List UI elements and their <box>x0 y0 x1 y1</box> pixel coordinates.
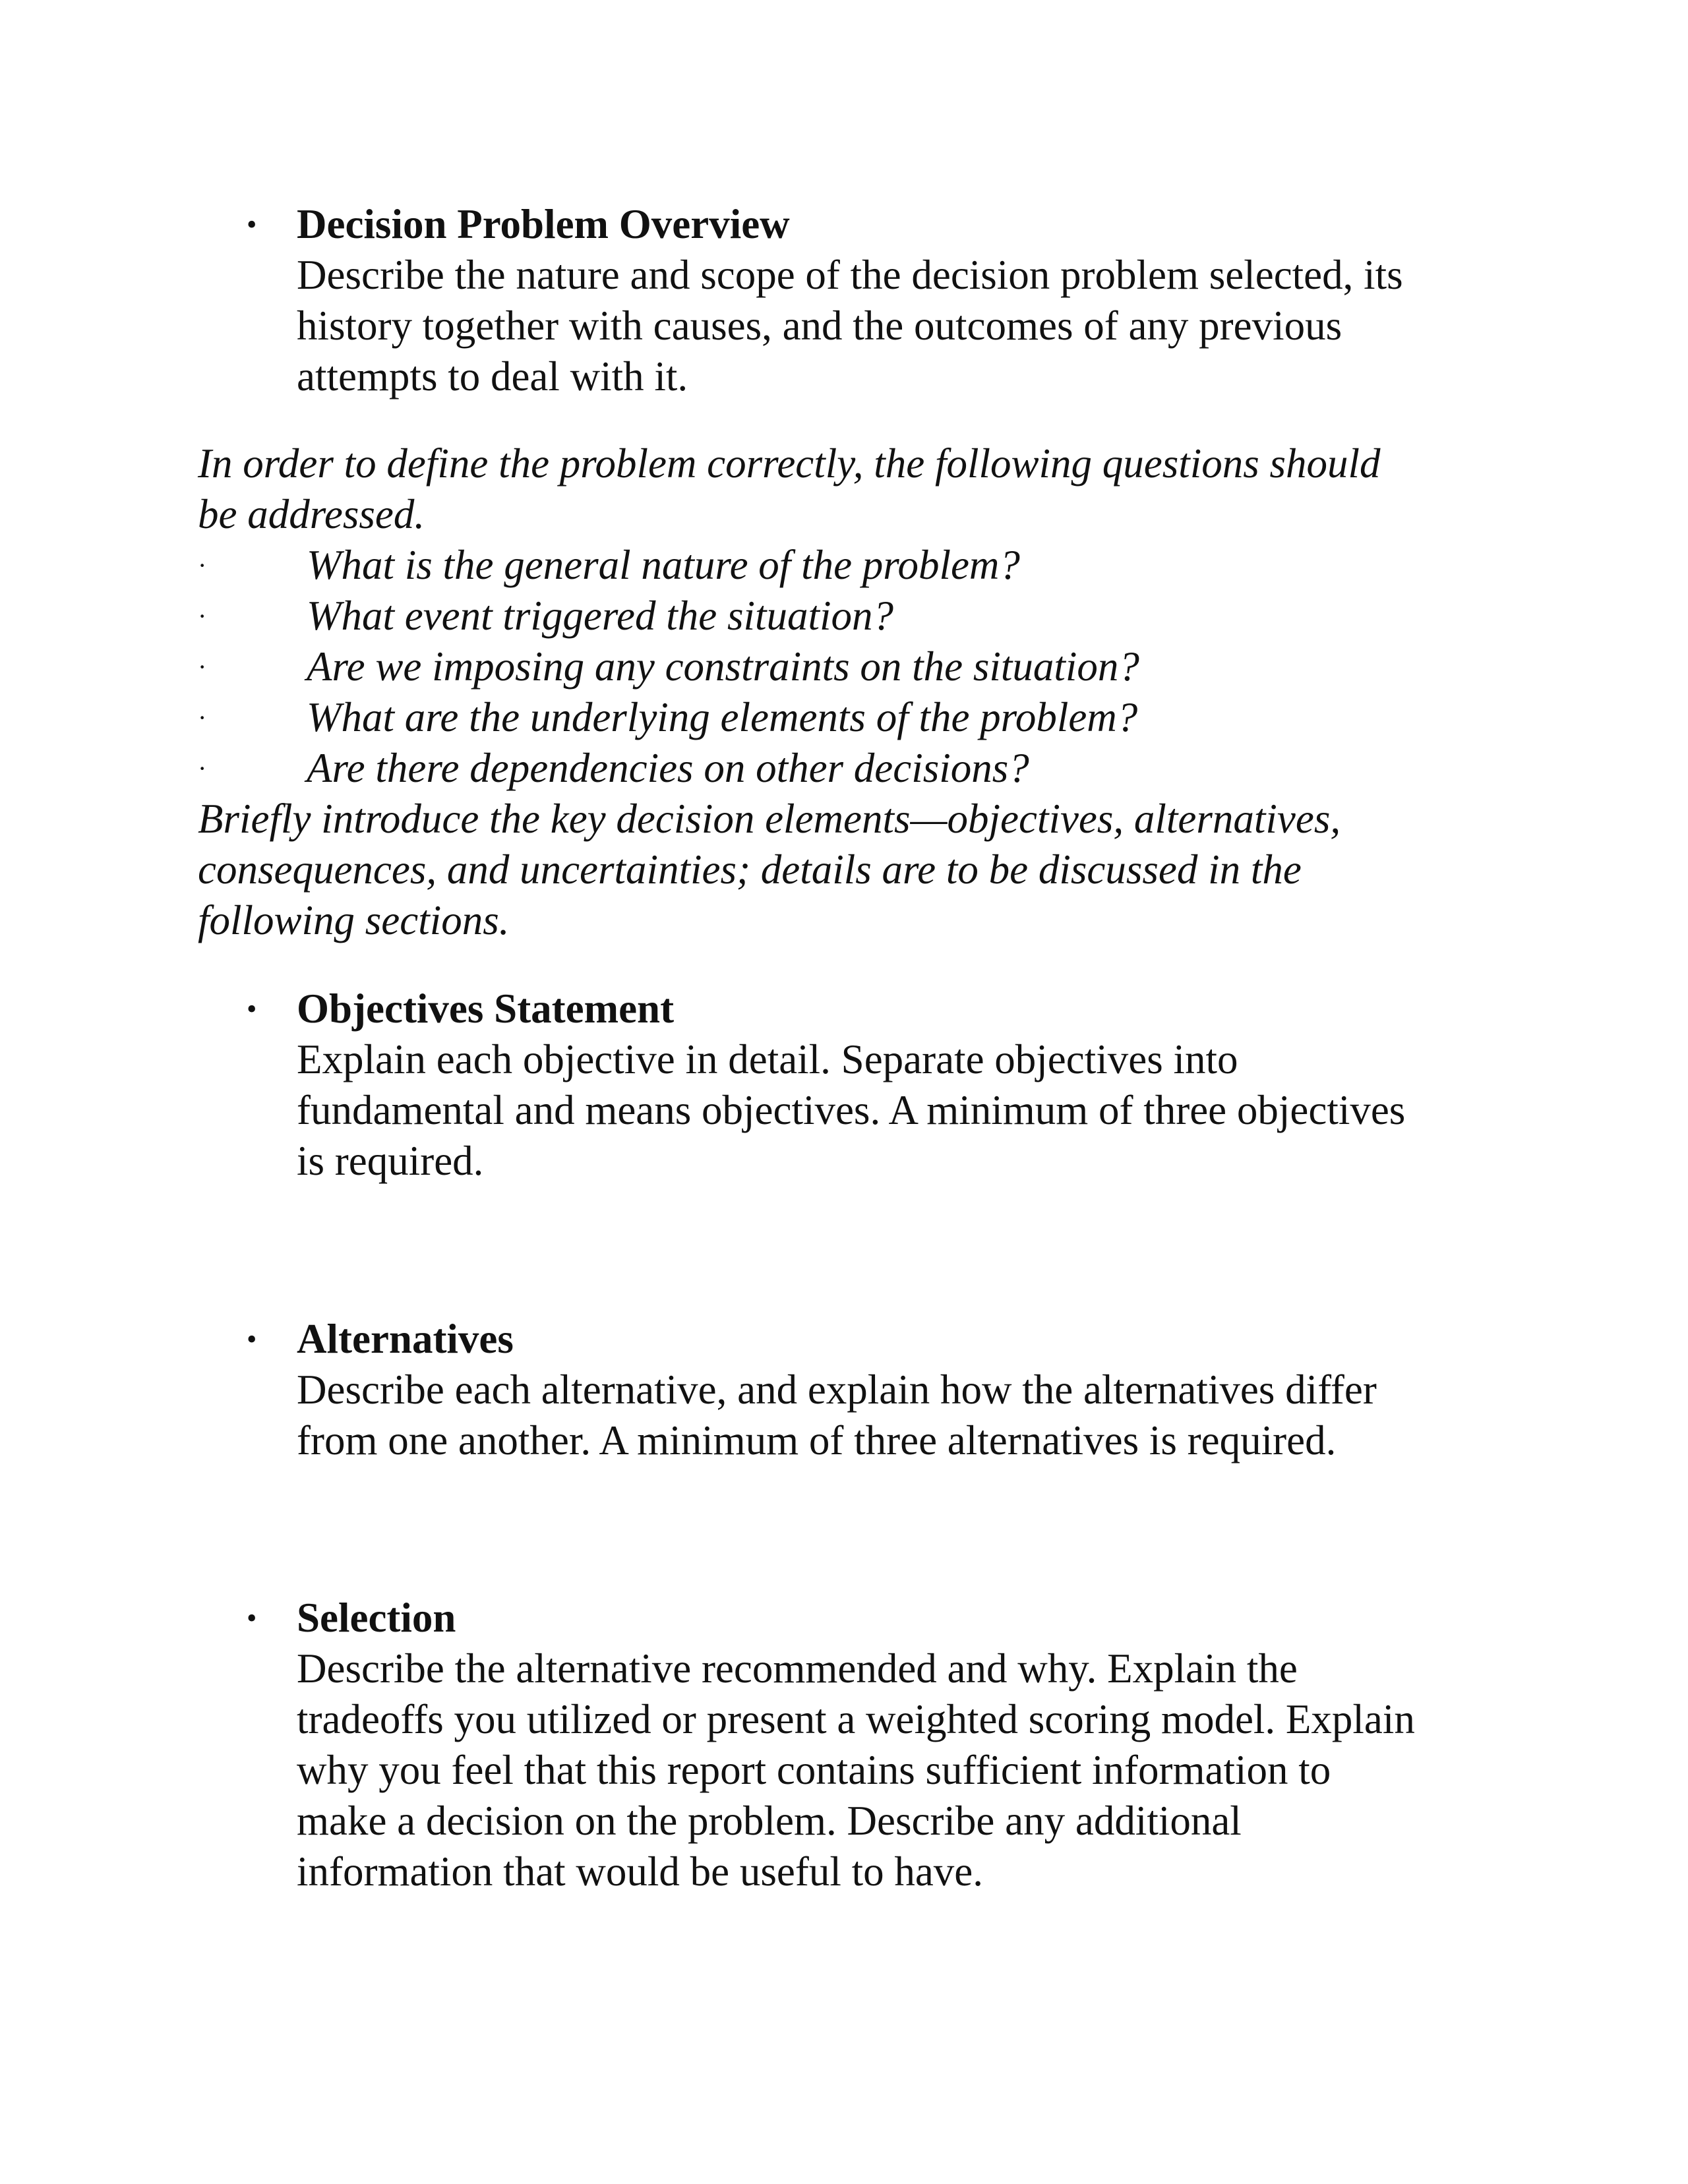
summary-text-line: following sections. <box>198 897 510 943</box>
bullet-marker: • <box>247 993 257 1025</box>
section-body <box>297 1593 1517 1897</box>
question-marker: · <box>198 550 207 580</box>
bullet-marker: • <box>247 208 257 241</box>
section-text-line: information that would be useful to have. <box>297 1848 984 1895</box>
question-text: What is the general nature of the problem? <box>307 542 1020 588</box>
bullet-marker: • <box>247 1602 257 1634</box>
section-text-line: Describe each alternative, and explain how the alternatives differ <box>297 1367 1377 1413</box>
section-text-line: is required. <box>297 1138 484 1184</box>
question-item <box>0 743 1319 794</box>
question-text: What event triggered the situation? <box>307 593 893 639</box>
summary-text-line: Briefly introduce the key decision elements—objectives, alternatives, <box>198 796 1341 842</box>
question-marker: · <box>198 652 207 682</box>
question-item <box>0 540 1319 591</box>
summary-text-line: consequences, and uncertainties; details are to be discussed in the <box>198 846 1302 893</box>
question-marker: · <box>198 703 207 732</box>
question-text: Are there dependencies on other decisions? <box>307 745 1029 791</box>
question-marker: · <box>198 601 207 631</box>
question-marker: · <box>198 753 207 783</box>
section-text-line: tradeoffs you utilized or present a weighted scoring model. Explain <box>297 1696 1415 1742</box>
section-heading: Decision Problem Overview <box>297 201 790 247</box>
section-heading: Objectives Statement <box>297 986 675 1032</box>
section-text-line: Describe the alternative recommended and why. Explain the <box>297 1645 1298 1692</box>
question-item <box>0 692 1319 743</box>
section-heading: Selection <box>297 1595 456 1641</box>
section-body <box>297 1314 1517 1466</box>
section-body <box>297 984 1517 1187</box>
section-text-line: why you feel that this report contains sufficient information to <box>297 1747 1331 1793</box>
section-text-line: fundamental and means objectives. A minimum of three objectives <box>297 1087 1406 1133</box>
question-item <box>0 591 1319 641</box>
question-item <box>0 641 1319 692</box>
section-text-line: from one another. A minimum of three alternatives is required. <box>297 1417 1337 1463</box>
intro-paragraph <box>198 438 1517 540</box>
section-body <box>297 199 1517 402</box>
question-list <box>0 540 1319 794</box>
intro-text-line: be addressed. <box>198 491 425 537</box>
section-text-line: make a decision on the problem. Describe any additional <box>297 1798 1242 1844</box>
question-text: Are we imposing any constraints on the situation? <box>307 643 1139 690</box>
section-heading: Alternatives <box>297 1316 514 1362</box>
summary-paragraph <box>198 794 1517 946</box>
section-text-line: attempts to deal with it. <box>297 353 688 399</box>
section-text-line: Explain each objective in detail. Separate objectives into <box>297 1036 1238 1082</box>
question-text: What are the underlying elements of the problem? <box>307 694 1138 740</box>
bullet-marker: • <box>247 1323 257 1355</box>
intro-text-line: In order to define the problem correctly, the following questions should <box>198 440 1381 487</box>
section-text-line: history together with causes, and the outcomes of any previous <box>297 303 1342 349</box>
section-text-line: Describe the nature and scope of the decision problem selected, its <box>297 252 1403 298</box>
